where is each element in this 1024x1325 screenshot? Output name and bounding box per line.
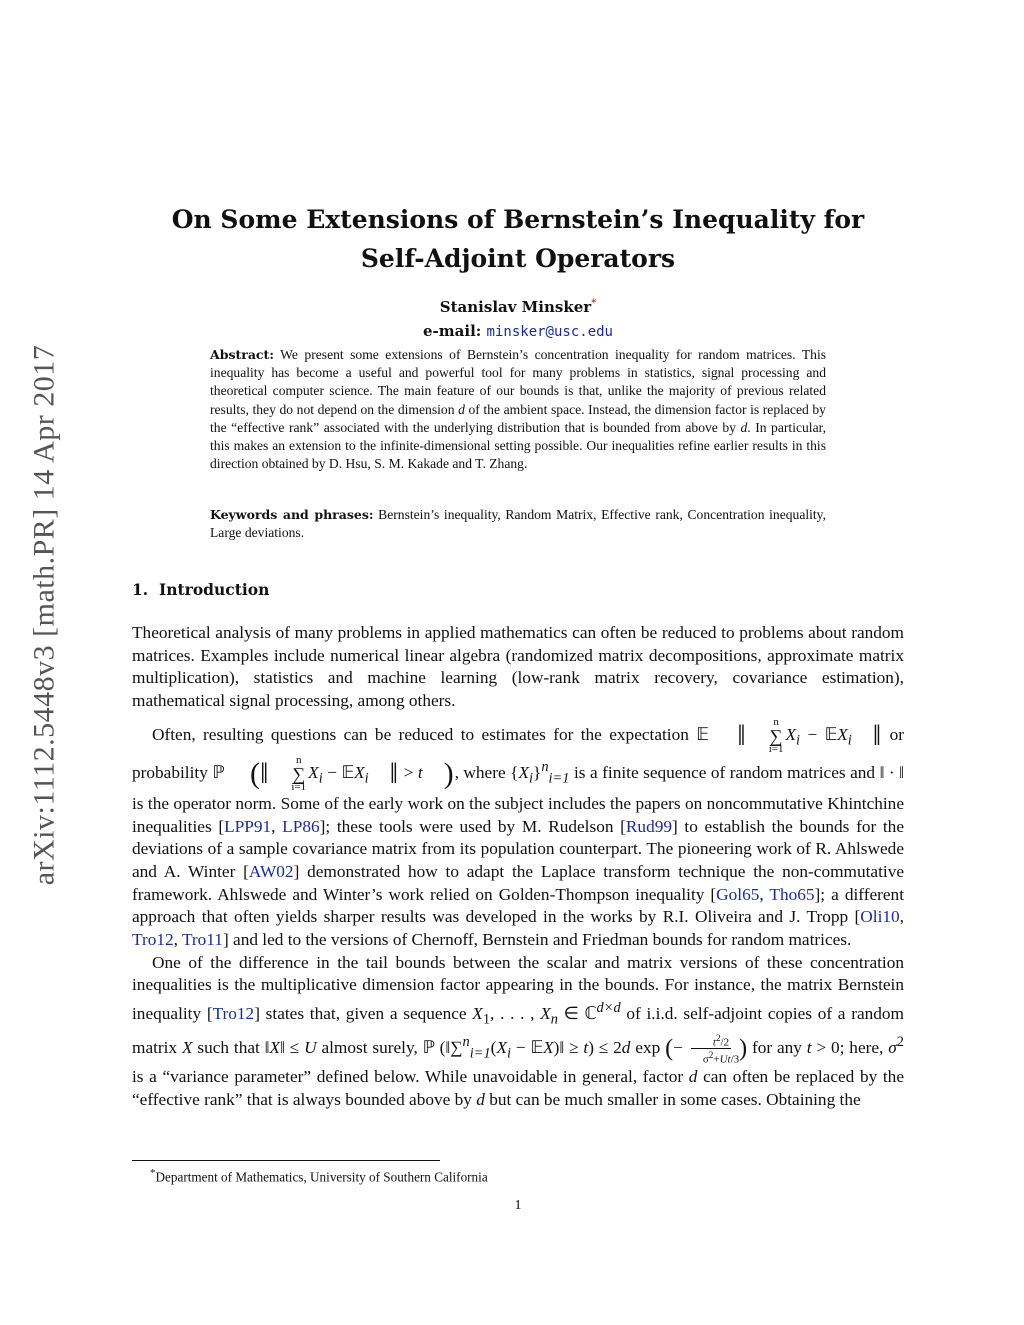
- p2-text-a: Often, resulting questions can be reduced to estimates for the expectation: [152, 724, 689, 744]
- p2-text-g: ]; a different approach that often yields sharper results was developed in the works by R.I. Oliveira and J. Tropp [: [132, 884, 905, 927]
- p2-or: or: [889, 724, 904, 744]
- p2-text-e: ] to establish the bounds for the deviations of a sample covariance matrix from its population counterpart. The pioneering work of R. Ahlswede and A. Winter [: [132, 816, 904, 881]
- sequence-formula: $\{X_i\}^n_{i=1}$: [510, 759, 570, 787]
- author-name: Stanislav Minsker: [439, 298, 592, 316]
- cite-tro12[interactable]: Tro12: [132, 930, 174, 950]
- p2-text-c: is the operator norm. Some of the early work on the subject includes the papers on noncommutative Khintchine inequalities [: [132, 793, 904, 836]
- abstract-text-1: We present some extensions of Bernstein’s concentration inequality for random matrices. This inequality has become a useful and powerful tool for many problems in statistics, signal processing and theoretical computer science. The main feature of our bounds is that, unlike the majority of previous related results, they do not depend on the dimension: [210, 347, 827, 417]
- cite-aw02[interactable]: AW02: [248, 861, 294, 881]
- sequence-x-formula: $X_1$, . . . , $X_n$ ∈ ℂ$^{d\times d}$: [472, 1000, 621, 1028]
- paper-title: [130, 200, 906, 278]
- p3-text-d: such that: [197, 1037, 260, 1057]
- title-line-1: On Some Extensions of Bernstein’s Inequality for: [171, 205, 865, 234]
- p3-text-h: is a “variance parameter” defined below. While unavoidable in general, factor: [132, 1067, 684, 1087]
- p2-prob: probability: [132, 762, 208, 782]
- arxiv-identifier-text: arXiv:1112.5448v3 [math.PR] 14 Apr 2017: [27, 344, 61, 886]
- probability-formula: ℙ (‖ n ∑ i=1 $X_i$ − 𝔼X$_i$ ‖ > t ): [212, 753, 454, 793]
- footnote-rule: [132, 1160, 440, 1161]
- p3-text-e: almost surely,: [321, 1037, 418, 1057]
- p2-text-d: ]; these tools were used by M. Rudelson [: [319, 816, 626, 836]
- paragraph-3: [132, 952, 904, 1112]
- keywords-text: Bernstein’s inequality, Random Matrix, Effective rank, Concentration inequality, Large deviations.: [210, 507, 826, 541]
- paragraph-2: Often, resulting questions can be reduced to estimates for the expectation 𝔼 ‖ n ∑ i=1 $X_i$ − 𝔼X$_i$ ‖ or probability ℙ (‖ n ∑ i=1 $X_i$ − 𝔼X$_i$ ‖ > t ), where $\{X_i\}^n_{i=1}$ is a finite sequence of random matrices and ‖ · ‖ is the operator norm. Some of the early work on the subject includes the papers on noncommutative Khintchine inequalities [LPP91, LP86]; these tools were used by M. Rudelson [Rud99] to establish the bounds for the deviations of a sample covariance matrix from its population counterpart. The pioneering work of R. Ahlswede and A. Winter [AW02] demonstrated how to adapt the Laplace transform technique the non-commutative framework. Ahlswede and Winter’s work relied on Golden-Thompson inequality [Gol65, Tho65]; a different approach that often yields sharper results was developed in the works by R.I. Oliveira and J. Tropp [Oli10, Tro12, Tro11] and led to the versions of Chernoff, Bernstein and Friedman bounds for random matrices.: [132, 715, 905, 950]
- abstract-text-3: . In particular, this makes an extension to the infinite-dimensional setting possible. Our inequalities refine earlier results in this direction obtained by D. Hsu, S. M. Kakade and T. Zhang.: [210, 419, 826, 472]
- p3-text-g: ; here,: [839, 1037, 884, 1057]
- cite-gol65[interactable]: Gol65: [716, 884, 760, 904]
- expectation-formula: 𝔼 ‖ n ∑ i=1 $X_i$ − 𝔼X$_i$ ‖: [696, 715, 882, 755]
- arxiv-identifier: [14, 325, 74, 905]
- abstract: [210, 346, 826, 473]
- p2-text-f: ] demonstrated how to adapt the Laplace transform technique the non-commutative framework. Ahlswede and Winter’s work relied on Golden-Thompson inequality [: [132, 861, 904, 904]
- p2-text-h: ] and led to the versions of Chernoff, Bernstein and Friedman bounds for random matrices.: [222, 930, 852, 950]
- p3-text-f: for any: [751, 1037, 802, 1057]
- factor-d-2: d: [476, 1089, 485, 1109]
- cite-tro11[interactable]: Tro11: [181, 930, 223, 950]
- p2-text-b: is a finite sequence of random matrices and: [573, 762, 876, 782]
- bernstein-formula: ℙ ($‖\sum^n_{i=1}(X_i$ − 𝔼X)‖ ≥ t) ≤ 2d exp (− $\frac{t^2/2}{\sigma^2+Ut/3}$ ): [422, 1032, 748, 1067]
- section-number: 1.: [132, 580, 149, 599]
- p3-text-a: One of the difference in the tail bounds between the scalar and matrix versions of these concentration inequalities is the multiplicative dimension factor appearing in the bounds. For instance, the matrix Bernstein inequality [: [132, 952, 904, 1023]
- p3-text-b: ] states that, given a sequence: [254, 1003, 467, 1023]
- bound-formula: ‖X‖ ≤ U: [264, 1037, 317, 1057]
- norm-symbol: ‖ · ‖: [879, 762, 905, 782]
- matrix-x: X: [181, 1037, 193, 1057]
- cite-tho65[interactable]: Tho65: [769, 884, 815, 904]
- p3-text-i: can often be replaced by the “effective rank” that is always bounded above by: [132, 1067, 904, 1109]
- cite-rud99[interactable]: Rud99: [625, 816, 672, 836]
- footnote-mark: *: [150, 1167, 156, 1179]
- paragraph-1: Theoretical analysis of many problems in applied mathematics can often be reduced to problems about random matrices. Examples include numerical linear algebra (randomized matrix decompositions, approximate matrix multiplication), statistics and machine learning (low-rank matrix recovery, covariance estimation), mathematical signal processing, among others.: [132, 623, 904, 711]
- title-line-2: Self-Adjoint Operators: [360, 244, 676, 273]
- abstract-text-2: of the ambient space. Instead, the dimension factor is replaced by the “effective rank” associated with the underlying distribution that is bounded from above by: [210, 401, 826, 435]
- page-number: 1: [514, 1198, 522, 1213]
- author-footnote-mark[interactable]: *: [591, 298, 597, 309]
- cite-lpp91[interactable]: LPP91: [224, 816, 272, 836]
- email-link[interactable]: minsker@usc.edu: [486, 324, 613, 340]
- abstract-dim-d-2: d: [740, 419, 748, 435]
- factor-d: d: [688, 1067, 698, 1087]
- cite-tro12-b[interactable]: Tro12: [212, 1003, 255, 1023]
- cite-lp86[interactable]: LP86: [282, 816, 320, 836]
- body-text: [132, 622, 904, 1111]
- keywords: [210, 506, 826, 542]
- footnote: [150, 1165, 488, 1185]
- footnote-text: Department of Mathematics, University of Southern California: [155, 1169, 488, 1185]
- p3-text-c: of i.i.d. self-adjoint copies of a random matrix: [132, 1003, 904, 1057]
- p3-text-j: but can be much smaller in some cases. Obtaining the: [489, 1089, 861, 1109]
- section-title: Introduction: [158, 580, 270, 599]
- sigma-squared: $\sigma^2$: [888, 1034, 904, 1057]
- abstract-label: Abstract:: [210, 347, 274, 362]
- section-heading: [132, 580, 269, 599]
- email-label: e-mail:: [423, 322, 482, 340]
- p2-where: , where: [454, 762, 506, 782]
- cite-oli10[interactable]: Oli10: [860, 907, 900, 927]
- keywords-label: Keywords and phrases:: [210, 507, 374, 522]
- author-block: [130, 292, 906, 344]
- t-positive-formula: t > 0: [806, 1037, 840, 1057]
- abstract-dim-d: d: [458, 401, 465, 417]
